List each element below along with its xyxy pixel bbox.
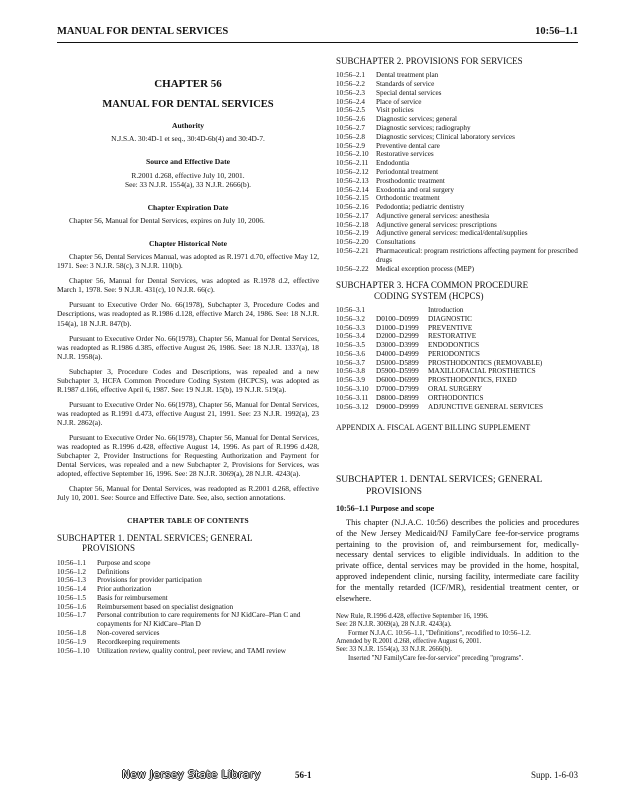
toc-code-range: D5900–D5999 — [376, 367, 419, 376]
toc-entry — [57, 559, 319, 568]
history-note: Subchapter 3, Procedure Codes and Descriptions, was repealed and a new Subchapter 3, HCFA Common Procedure Coding System (HCPCS), was adopted as R.1987 d.166, effective April 6, 1987. See: 19 N.J.R. 15(b), 19 N.J.R. 519(a). — [57, 366, 319, 394]
toc-section-number: 10:56–1.3 — [57, 576, 86, 585]
toc-heading: CHAPTER TABLE OF CONTENTS — [127, 516, 249, 526]
toc-entry — [336, 341, 579, 350]
authority-heading: Authority — [171, 121, 205, 131]
subchapter-1-heading — [336, 475, 579, 498]
source-line-1: R.2001 d.268, effective July 10, 2001. — [131, 170, 245, 180]
toc-section-number: 10:56–2.10 — [336, 150, 369, 159]
toc-section-number: 10:56–1.7 — [57, 611, 86, 620]
toc-section-title: Periodontal treatment — [376, 167, 439, 176]
toc-entry — [336, 367, 579, 376]
toc-section-title: Place of service — [376, 97, 422, 106]
toc-entry — [336, 133, 579, 142]
toc-section-title: Visit policies — [376, 106, 414, 115]
toc-section-number: 10:56–2.14 — [336, 185, 369, 194]
toc-code-range: D7000–D7999 — [376, 385, 419, 394]
toc-section-title: Orthodontic treatment — [376, 194, 440, 203]
section-body: This chapter (N.J.A.C. 10:56) describes the policies and procedures of the New Jersey Medicaid/NJ FamilyCare fee-for-service programs pertaining to the provision of, and reimbursement for, medically-necessary dental services to eligible individuals. In addition to the private office, dental services may be provided in the home, hospital, approved independent clinic, nursing facility, intermediate care facility for the mentally retarded (ICF/MR), residential treatment center, or elsewhere. — [336, 517, 579, 604]
toc-entry — [336, 403, 579, 412]
authority-text: N.J.S.A. 30:4D-1 et seq., 30:4D-6b(4) and 30:4D-7. — [111, 134, 265, 144]
toc-subchapter-1-title: SUBCHAPTER 1. DENTAL SERVICES; GENERAL — [57, 533, 253, 544]
toc-section-title: Provisions for provider participation — [97, 576, 202, 585]
toc-section-title: MAXILLOFACIAL PROSTHETICS — [428, 367, 536, 376]
toc-entry — [57, 594, 319, 603]
toc-section-number: 10:56–2.11 — [336, 159, 369, 168]
toc-entry — [57, 638, 319, 647]
history-note: Chapter 56, Manual for Dental Services, was readopted as R.2001 d.268, effective July 10, 2001. See: Source and Effective Date. See, also, section annotations. — [57, 483, 319, 503]
toc-section-number: 10:56–2.21 — [336, 246, 369, 255]
toc-section-number: 10:56–2.16 — [336, 203, 369, 212]
toc-section-title: Diagnostic services; radiography — [376, 124, 471, 133]
toc-section-number: 10:56–1.4 — [57, 585, 86, 594]
toc-section-title: Exodontia and oral surgery — [376, 185, 454, 194]
toc-section-title: PREVENTIVE — [428, 323, 473, 332]
history-line: Former N.J.A.C. 10:56–1.1, "Definitions", recodified to 10:56–1.2. — [348, 629, 531, 637]
toc-section-title: Prior authorization — [97, 585, 152, 594]
toc-section-number: 10:56–3.2 — [336, 314, 365, 323]
history-note: Pursuant to Executive Order No. 66(1978), Chapter 56, Manual for Dental Services, was readopted as R.1986 d.385, effective August 26, 1986. See: 18 N.J.R. 1337(a), 18 N.J.R. 1958(a). — [57, 333, 319, 361]
toc-entry — [57, 603, 319, 612]
history-heading: Chapter Historical Note — [149, 239, 227, 249]
toc-section-title: Reimbursement based on specialist designation — [97, 602, 234, 611]
left-column — [57, 56, 319, 655]
toc-section-number: 10:56–1.2 — [57, 567, 86, 576]
subchapter-1-title-cont: PROVISIONS — [366, 486, 422, 497]
toc-entry — [336, 89, 579, 98]
toc-code-range: D1000–D1999 — [376, 323, 419, 332]
history-note: Chapter 56, Dental Services Manual, was adopted as R.1971 d.70, effective May 12, 1971. See: 3 N.J.R. 58(c), 3 N.J.R. 110(b). — [57, 252, 319, 271]
toc-section-title: Purpose and scope — [97, 558, 151, 567]
toc-section-number: 10:56–2.19 — [336, 229, 369, 238]
toc-code-range: D8000–D8999 — [376, 393, 419, 402]
toc-subchapter-1-title-cont: PROVISIONS — [82, 543, 136, 554]
toc-section-title: Introduction — [428, 306, 464, 314]
toc-section-title: Consultations — [376, 238, 416, 247]
toc-entry — [336, 159, 579, 168]
toc-section-title: Prosthodontic treatment — [376, 176, 445, 185]
toc-entry — [336, 238, 579, 247]
toc-section-title: Special dental services — [376, 88, 442, 97]
toc-section-title: Diagnostic services; Clinical laboratory services — [376, 132, 515, 141]
toc-entry — [57, 647, 319, 656]
toc-section-title: RESTORATIVE — [428, 332, 477, 341]
toc-entry — [336, 359, 579, 368]
toc-section-number: 10:56–3.7 — [336, 358, 365, 367]
toc-section-number: 10:56–3.8 — [336, 367, 365, 376]
supplement-date: Supp. 1-6-03 — [531, 770, 578, 780]
toc-section-number: 10:56–1.5 — [57, 593, 86, 602]
toc-section-number: 10:56–2.1 — [336, 71, 365, 80]
toc-entry — [336, 332, 579, 341]
toc-entry — [336, 106, 579, 115]
toc-subchapter-2-list — [336, 71, 579, 273]
toc-section-title: Recordkeeping requirements — [97, 637, 180, 646]
toc-code-range: D5000–D5899 — [376, 358, 419, 367]
toc-entry — [336, 394, 579, 403]
source-line-2: See: 33 N.J.R. 1554(a), 33 N.J.R. 2666(b). — [124, 179, 252, 189]
toc-code-range: D6000–D6999 — [376, 376, 419, 385]
toc-subchapter-2-heading: SUBCHAPTER 2. PROVISIONS FOR SERVICES — [336, 56, 523, 66]
library-stamp: New Jersey State Library — [122, 769, 262, 781]
history-line: New Rule, R.1996 d.428, effective September 16, 1996. — [336, 613, 489, 621]
toc-section-number: 10:56–2.6 — [336, 115, 365, 124]
toc-entry — [336, 168, 579, 177]
toc-subchapter-1-heading — [57, 533, 319, 554]
toc-section-title: Personal contribution to care requirements for NJ KidCare–Plan C and copayments for NJ KidCare–Plan D — [97, 611, 301, 629]
toc-section-number: 10:56–3.6 — [336, 349, 365, 358]
history-note: Chapter 56, Manual for Dental Services, was adopted as R.1978 d.2, effective March 1, 1978. See: 9 N.J.R. 431(c), 10 N.J.R. 66(c). — [57, 276, 319, 295]
toc-subchapter-1-list — [57, 559, 319, 656]
toc-entry — [336, 71, 579, 80]
toc-section-number: 10:56–2.13 — [336, 176, 369, 185]
right-column — [336, 56, 579, 663]
history-note: Pursuant to Executive Order No. 66(1978), Chapter 56, Manual for Dental Services, was readopted as R.1991 d.473, effective August 21, 1991. See: 23 N.J.R. 1992(a), 23 N.J.R. 2862(a). — [57, 399, 319, 427]
toc-entry — [336, 212, 579, 221]
toc-entry — [336, 124, 579, 133]
history-note: Pursuant to Executive Order No. 66(1978), Subchapter 3, Procedure Codes and Descriptions, was readopted as R.1986 d.128, effective March 24, 1986. See: 18 N.J.R. 154(a), 18 N.J.R. 847(b). — [57, 300, 319, 328]
toc-section-title: Basis for reimbursement — [97, 593, 168, 602]
toc-entry — [336, 177, 579, 186]
toc-section-title: Definitions — [97, 567, 130, 576]
toc-entry — [336, 385, 579, 394]
toc-code-range: D9000–D9999 — [376, 402, 419, 411]
header-section-number: 10:56–1.1 — [535, 26, 578, 37]
toc-entry — [336, 194, 579, 203]
toc-section-title: Endodontia — [376, 159, 410, 168]
running-header — [57, 26, 578, 40]
toc-entry — [336, 324, 579, 333]
toc-section-title: Medical exception process (MEP) — [376, 264, 474, 273]
toc-section-number: 10:56–3.4 — [336, 332, 365, 341]
toc-entry — [336, 115, 579, 124]
toc-section-number: 10:56–1.9 — [57, 637, 86, 646]
toc-entry — [336, 247, 579, 265]
toc-section-number: 10:56–2.20 — [336, 238, 369, 247]
toc-entry — [336, 80, 579, 89]
toc-section-number: 10:56–1.6 — [57, 602, 86, 611]
toc-code-range: D3000–D3999 — [376, 341, 419, 350]
toc-entry — [336, 142, 579, 151]
chapter-number: CHAPTER 56 — [154, 78, 222, 90]
toc-subchapter-3-list — [336, 306, 579, 411]
toc-subchapter-3-heading — [336, 280, 579, 301]
toc-entry — [336, 315, 579, 324]
toc-entry — [336, 306, 579, 315]
toc-section-title: Standards of service — [376, 80, 435, 89]
section-heading: 10:56–1.1 Purpose and scope — [336, 503, 435, 513]
section-history — [336, 613, 579, 663]
history-note: Pursuant to Executive Order No. 66(1978), Chapter 56, Manual for Dental Services, was readopted as R.1996 d.428, effective August 14, 1996. As part of R.1996 d.428, Subchapter 2, Provider Instructions for Requesting Authorization and Payment for Dental Services, was repealed and a new Subchapter 2, Provisions for Services, was adopted, effective September 16, 1996. See: 28 N.J.R. 3069(a), 28 N.J.R. 4243(a). — [57, 432, 319, 478]
toc-section-title: DIAGNOSTIC — [428, 314, 472, 323]
toc-entry — [336, 203, 579, 212]
toc-section-title: Preventive dental care — [376, 141, 440, 150]
toc-section-number: 10:56–3.12 — [336, 402, 369, 411]
page-number: 56-1 — [295, 770, 312, 780]
toc-subchapter-3-title-cont: CODING SYSTEM (HCPCS) — [374, 290, 484, 301]
toc-section-number: 10:56–2.2 — [336, 80, 365, 89]
header-title: MANUAL FOR DENTAL SERVICES — [57, 26, 229, 37]
toc-section-title: ORAL SURGERY — [428, 385, 483, 394]
history-line: See: 33 N.J.R. 1554(a), 33 N.J.R. 2666(b). — [336, 646, 452, 654]
toc-section-title: ENDODONTICS — [428, 341, 480, 350]
toc-section-title: Diagnostic services; general — [376, 115, 458, 124]
toc-code-range: D0100–D0999 — [376, 314, 419, 323]
toc-section-number: 10:56–2.4 — [336, 97, 365, 106]
toc-section-number: 10:56–2.18 — [336, 220, 369, 229]
toc-section-title: PERIODONTICS — [428, 349, 480, 358]
toc-section-number: 10:56–3.11 — [336, 393, 369, 402]
expiration-text: Chapter 56, Manual for Dental Services, expires on July 10, 2006. — [69, 216, 265, 226]
toc-section-title: Adjunctive general services: medical/dental/supplies — [376, 229, 528, 238]
toc-entry — [336, 350, 579, 359]
toc-subchapter-3-title: SUBCHAPTER 3. HCFA COMMON PROCEDURE — [336, 280, 529, 291]
toc-entry — [336, 186, 579, 195]
toc-section-title: Pedodontia; pediatric dentistry — [376, 203, 465, 212]
toc-section-number: 10:56–2.22 — [336, 264, 369, 273]
toc-section-title: Pharmaceutical: program restrictions affecting payment for prescribed drugs — [376, 246, 578, 264]
toc-code-range: D2000–D2999 — [376, 332, 419, 341]
toc-section-number: 10:56–3.5 — [336, 341, 365, 350]
toc-section-number: 10:56–2.3 — [336, 88, 365, 97]
toc-entry — [57, 576, 319, 585]
toc-section-title: Restorative services — [376, 150, 434, 159]
toc-entry — [336, 221, 579, 230]
header-rule — [57, 42, 578, 43]
toc-section-number: 10:56–2.12 — [336, 167, 369, 176]
toc-section-number: 10:56–2.5 — [336, 106, 365, 115]
expiration-heading: Chapter Expiration Date — [147, 202, 229, 212]
toc-section-number: 10:56–2.15 — [336, 194, 369, 203]
appendix-a-entry: APPENDIX A. FISCAL AGENT BILLING SUPPLEMENT — [336, 423, 531, 433]
toc-section-number: 10:56–3.1 — [336, 306, 365, 314]
history-line: See: 28 N.J.R. 3069(a), 28 N.J.R. 4243(a). — [336, 621, 452, 629]
source-heading: Source and Effective Date — [145, 157, 230, 167]
toc-section-number: 10:56–2.9 — [336, 141, 365, 150]
toc-entry — [57, 629, 319, 638]
toc-section-title: Utilization review, quality control, peer review, and TAMI review — [97, 646, 286, 655]
history-line: Amended by R.2001 d.268, effective August 6, 2001. — [336, 638, 482, 645]
toc-section-title: Adjunctive general services: anesthesia — [376, 211, 490, 220]
toc-section-number: 10:56–2.8 — [336, 132, 365, 141]
subchapter-1-title: SUBCHAPTER 1. DENTAL SERVICES; GENERAL — [336, 475, 543, 486]
history-notes — [57, 252, 319, 502]
toc-code-range: D4000–D4999 — [376, 349, 419, 358]
toc-entry — [336, 229, 579, 238]
toc-section-title: PROSTHODONTICS (REMOVABLE) — [428, 358, 543, 367]
toc-section-number: 10:56–1.8 — [57, 629, 86, 638]
toc-section-title: ORTHODONTICS — [428, 393, 484, 402]
toc-section-number: 10:56–2.17 — [336, 211, 369, 220]
toc-section-title: Dental treatment plan — [376, 71, 439, 80]
toc-section-title: Non-covered services — [97, 629, 160, 638]
toc-entry — [57, 585, 319, 594]
toc-code-range — [376, 306, 428, 315]
toc-section-number: 10:56–1.10 — [57, 646, 90, 655]
history-line: Inserted "NJ FamilyCare fee-for-service" preceding "programs". — [348, 654, 524, 662]
toc-entry — [57, 568, 319, 577]
toc-section-title: ADJUNCTIVE GENERAL SERVICES — [428, 402, 543, 411]
toc-entry — [336, 150, 579, 159]
toc-entry — [336, 376, 579, 385]
toc-section-title: PROSTHODONTICS, FIXED — [428, 376, 517, 385]
page-footer — [57, 770, 578, 784]
toc-entry — [336, 98, 579, 107]
toc-section-number: 10:56–2.7 — [336, 124, 365, 133]
toc-section-number: 10:56–3.3 — [336, 323, 365, 332]
toc-section-number: 10:56–3.10 — [336, 385, 369, 394]
toc-section-number: 10:56–1.1 — [57, 558, 86, 567]
toc-entry — [57, 611, 319, 629]
toc-section-title: Adjunctive general services: prescriptions — [376, 220, 497, 229]
chapter-title: MANUAL FOR DENTAL SERVICES — [102, 99, 274, 111]
toc-entry — [336, 265, 579, 274]
toc-section-number: 10:56–3.9 — [336, 376, 365, 385]
